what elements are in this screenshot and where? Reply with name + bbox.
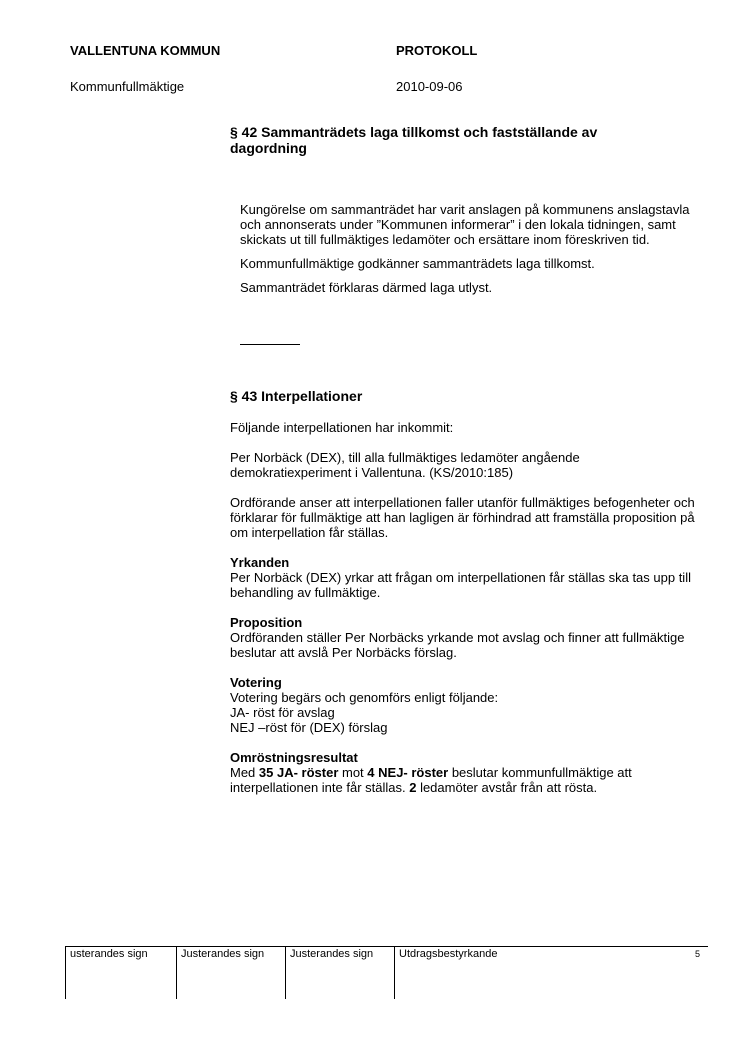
section-42-body	[230, 202, 710, 295]
protocol-content	[230, 124, 710, 795]
ja-votes: 35 JA- röster	[258, 765, 339, 780]
section-43-item: Per Norbäck (DEX), till alla fullmäktiges ledamöter angående demokratiexperiment i Vallentuna. (KS/2010:185)	[230, 450, 580, 480]
result-text-part: mot	[338, 765, 368, 780]
section-43-chair-statement: Ordförande anser att interpellationen faller utanför fullmäktiges befogenheter och förklarar för fullmäktige att han lagligen är förhindrad att framställa proposition på om interpellation får ställas.	[230, 495, 695, 540]
meeting-date: 2010-09-06	[396, 79, 463, 94]
signature-cell: Justerandes sign	[286, 947, 395, 1000]
yrkanden-heading: Yrkanden	[230, 555, 290, 570]
signature-footer	[65, 946, 708, 999]
votering-line: Votering begärs och genomförs enligt följande:	[230, 690, 499, 705]
proposition-heading: Proposition	[230, 615, 303, 630]
signature-cell: usterandes sign	[66, 947, 177, 1000]
signature-cell: Justerandes sign	[177, 947, 286, 1000]
section-42-title: § 42 Sammanträdets laga tillkomst och fastställande av dagordning	[230, 124, 598, 156]
abstentions: 2	[409, 780, 417, 795]
certification-label: Utdragsbestyrkande	[399, 948, 498, 960]
votering-heading: Votering	[230, 675, 282, 690]
result-text-part: ledamöter avstår från att rösta.	[416, 780, 598, 795]
nej-votes: 4 NEJ- röster	[367, 765, 449, 780]
section-43-intro: Följande interpellationen har inkommit:	[230, 420, 454, 435]
result-text	[230, 765, 710, 795]
certification-cell	[395, 947, 709, 1000]
yrkanden-text: Per Norbäck (DEX) yrkar att frågan om interpellationen får ställas ska tas upp till behandling av fullmäktige.	[230, 570, 691, 600]
section-42-paragraph: Sammanträdet förklaras därmed laga utlyst.	[240, 280, 493, 295]
result-text-part: beslutar kommunfullmäktige att interpellationen inte får ställas.	[230, 765, 632, 795]
votering-line: NEJ –röst för (DEX) förslag	[230, 720, 388, 735]
result-heading: Omröstningsresultat	[230, 750, 358, 765]
section-42-paragraph: Kungörelse om sammanträdet har varit anslagen på kommunens anslagstavla och annonserats under ”Kommunen informerar” i den lokala tidningen, samt skickats ut till fullmäktiges ledamöter och ersättare inom föreskriven tid.	[240, 202, 690, 247]
section-43-title: § 43 Interpellationer	[230, 388, 363, 404]
votering-line: JA- röst för avslag	[230, 705, 335, 720]
section-divider	[240, 344, 300, 345]
section-42-paragraph: Kommunfullmäktige godkänner sammanträdets laga tillkomst.	[240, 256, 595, 271]
proposition-text: Ordföranden ställer Per Norbäcks yrkande mot avslag och finner att fullmäktige beslutar att avslå Per Norbäcks förslag.	[230, 630, 685, 660]
organization-name: VALLENTUNA KOMMUN	[70, 43, 221, 58]
body-name: Kommunfullmäktige	[70, 79, 185, 94]
result-text-part: Med	[230, 765, 259, 780]
page-number: 5	[694, 949, 700, 959]
document-type: PROTOKOLL	[396, 43, 478, 58]
